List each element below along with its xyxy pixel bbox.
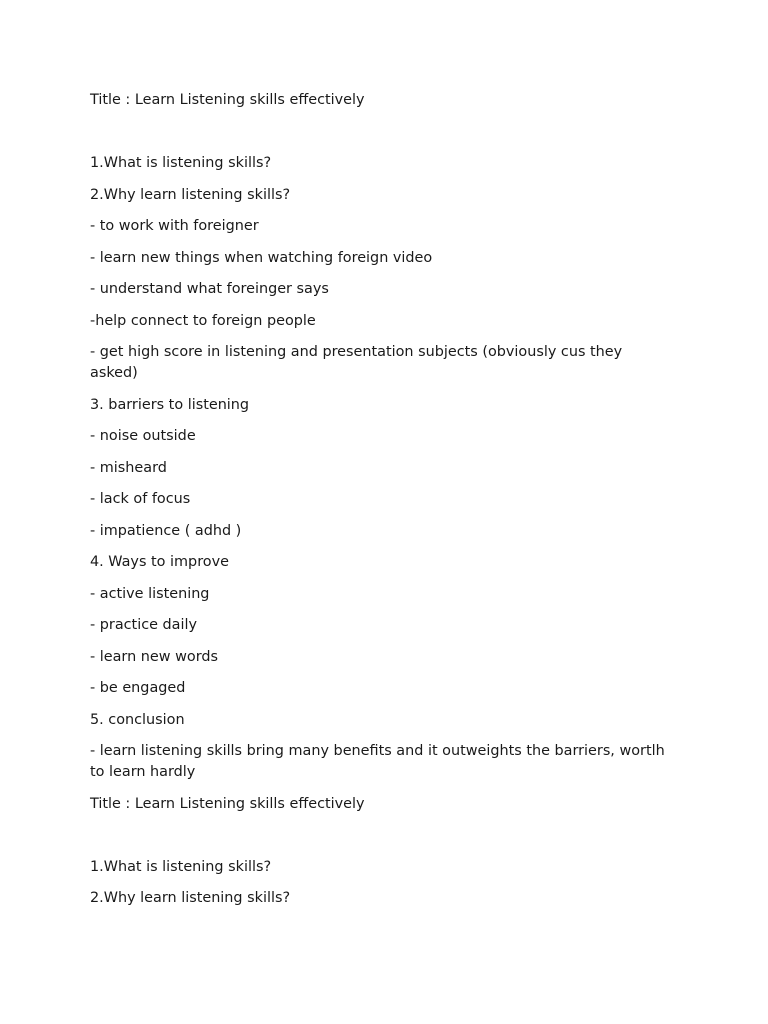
- bullet-item: - learn listening skills bring many benefits and it outweights the barriers, wortlh to learn hardly: [90, 743, 670, 780]
- section-heading-ways-to-improve: 4. Ways to improve: [90, 554, 229, 570]
- section-heading-what-is: 1.What is listening skills?: [90, 155, 272, 171]
- blank-spacer: [90, 132, 670, 153]
- section-heading-what-is: 1.What is listening skills?: [90, 858, 272, 875]
- bullet-item: - lack of focus: [90, 491, 191, 507]
- document-title-repeat: Title : Learn Listening skills effectively: [90, 795, 365, 812]
- bullet-item: - to work with foreigner: [90, 218, 259, 234]
- bullet-item: - learn new things when watching foreign video: [90, 249, 433, 266]
- bullet-item: - be engaged: [90, 680, 186, 696]
- bullet-item: -help connect to foreign people: [90, 312, 316, 329]
- bullet-item: - get high score in listening and presentation subjects (obviously cus they asked): [90, 344, 627, 381]
- bullet-item: - impatience ( adhd ): [90, 522, 242, 539]
- bullet-item: - learn new words: [90, 648, 218, 665]
- section-heading-why-learn: 2.Why learn listening skills?: [90, 186, 291, 203]
- bullet-item: - active listening: [90, 585, 210, 602]
- blank-spacer: [90, 836, 670, 857]
- section-heading-why-learn: 2.Why learn listening skills?: [90, 890, 291, 906]
- section-heading-barriers: 3. barriers to listening: [90, 396, 250, 413]
- section-heading-conclusion: 5. conclusion: [90, 711, 185, 728]
- bullet-item: - noise outside: [90, 428, 196, 444]
- bullet-item: - practice daily: [90, 617, 197, 633]
- bullet-item: - understand what foreinger says: [90, 281, 329, 297]
- bullet-item: - misheard: [90, 459, 167, 476]
- document-page: [90, 90, 670, 920]
- document-title: Title : Learn Listening skills effectively: [90, 92, 365, 108]
